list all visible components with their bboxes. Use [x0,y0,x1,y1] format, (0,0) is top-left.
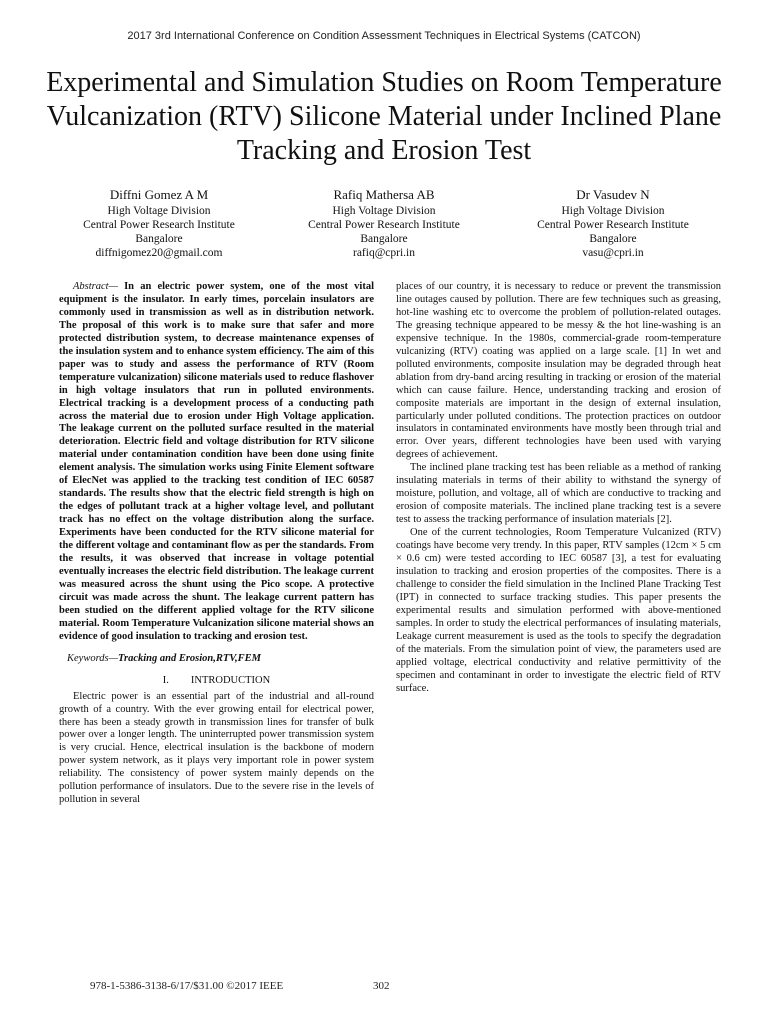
left-column [59,281,374,807]
author-city: Bangalore [589,233,637,245]
author-block-1 [49,186,269,260]
author-city: Bangalore [360,233,408,245]
author-city: Bangalore [135,233,183,245]
right-paragraph-3: One of the current technologies, Room Temperature Vulcanized (RTV) coatings have become very trendy. In this paper, RTV samples (12cm × 5 cm × 0.6 cm) were tested according to IEC 60587 [3], a test for evaluating insulation to tracking and erosion properties of the composites. There is a challenge to consider the field simulation in the Inclined Plane Tracking Test (IPT) in connected to surface tracking studies. This paper presents the experimental results and simulation performed with above-mentioned samples. In order to study the electrical performances of insulating materials, Leakage current measurement is used as the tools to specify the degradation of the materials. From the simulation point of view, the parameters used are applied voltage, electrical conductivity and relative permittivity of the specimen and contaminant in order to investigate the electric field of RTV surface. [396,527,721,694]
footer-copyright: 978-1-5386-3138-6/17/$31.00 ©2017 IEEE [90,980,284,992]
keywords-label: Keywords— [67,652,118,664]
author-block-3 [503,186,723,260]
right-column [396,281,721,696]
author-email: vasu@cpri.in [582,247,644,259]
author-name: Diffni Gomez A M [109,187,209,202]
author-division: High Voltage Division [332,205,436,217]
keywords [59,653,374,666]
abstract [59,281,374,644]
author-name: Dr Vasudev N [576,187,650,202]
author-institute: Central Power Research Institute [537,219,689,231]
author-name: Rafiq Mathersa AB [333,187,435,202]
section-title-rest: NTRODUCTION [194,674,271,686]
author-division: High Voltage Division [107,205,211,217]
author-block-2 [274,186,494,260]
right-paragraph-2: The inclined plane tracking test has been reliable as a method of ranking insulating materials in terms of their ability to withstand the synergy of moisture, pollution, and voltage, all of which are conductive to tracking and erosion of composite materials. The inclined plane tracking test is a severe test to assess the tracking performance of insulation materials [2]. [396,462,721,526]
section-number: I. [162,674,169,686]
section-title-initial: I [190,674,195,686]
abstract-text: In an electric power system, one of the most vital equipment is the insulator. In early times, porcelain insulators are commonly used in transmission as well as in distribution network. The proposal of this work is to make sure that safer and more protected distribution system, to decrease maintenance expenses of the insulation system and to enhance system efficiency. The aim of this paper was to study and assess the performance of RTV (Room temperature vulcanization) silicone materials used to reduce flashover in high voltage insulators that run in polluted environments. Electrical tracking is a development process of a conducting path across the material due to erosion under High Voltage application. The leakage current on the polluted surface resulted in the material deterioration. Electric field and voltage distribution for RTV silicone material under contamination condition have been done using finite element analysis. The simulation works using Finite Element software of ElecNet was applied to the tracking test condition of IEC 60587 standards. The results show that the electric field strength is high on the edges of pollutant track at a higher voltage level, and pollutant track has no effect on the voltage distribution along the surface. Experiments have been conducted for the RTV silicone material for the different voltage and contaminant flow as per the standards. From the results, it was observed that increase in voltage potential eventually increases the electric field distribution. The leakage current was measured across the shunt using the Pico scope. A protective circuit was made across the shunt. The leakage current pattern has been studied on the different applied voltage for the RTV silicone material. Room Temperature Vulcanization silicone material shows an evidence of good insulation to tracking and erosion test. [59,281,374,642]
author-email: rafiq@cpri.in [353,247,415,259]
keywords-text: Tracking and Erosion,RTV,FEM [117,652,261,664]
abstract-label: Abstract— [73,281,118,292]
section-heading-introduction [59,675,374,688]
author-email: diffnigomez20@gmail.com [95,247,223,259]
author-division: High Voltage Division [561,205,665,217]
intro-paragraph-1: Electric power is an essential part of the industrial and all-round growth of a country. With the ever growing entail for electrical power, there has been a steady growth in transmission lines for transfer of bulk power over a longer length. The uninterrupted power transmission system is very crucial. Hence, electrical insulation is the backbone of modern power system network, as it plays very important role in power system reliability. The consistency of power system mainly depends on the pollution performance of insulators. Due to the severe rise in the levels of pollution in several [59,690,374,806]
right-paragraph-1: places of our country, it is necessary to reduce or prevent the transmission line outages caused by pollution. There are few techniques such as greasing, hot-line washing etc to overcome the problem of pollution-related outages. The greasing technique appeared to be messy & the hot line-washing is an expensive technique. In the 1980s, commercial-grade room-temperature vulcanizing (RTV) coating was applied on a large scale. [1] In wet and polluted environments, composite insulation may be degraded through heat ablation from dry-band arcing resulting in tracking or erosion of the material which can cause failure. Hence, understanding tracking and erosion of composite materials are important in the design of external insulation, particularly under polluted conditions. The protection practices on outdoor insulators in contaminated environments have mostly been through trial and error. Over years, different technologies have been used with varying degrees of achievement. [396,281,721,461]
author-institute: Central Power Research Institute [83,219,235,231]
conference-header: 2017 3rd International Conference on Condition Assessment Techniques in Electrical Systems (CATCON) [127,30,641,42]
author-institute: Central Power Research Institute [308,219,460,231]
page-number: 302 [373,980,390,992]
paper-title: Experimental and Simulation Studies on Room Temperature Vulcanization (RTV) Silicone Material under Inclined Plane Tracking and Erosion Test [46,67,722,166]
